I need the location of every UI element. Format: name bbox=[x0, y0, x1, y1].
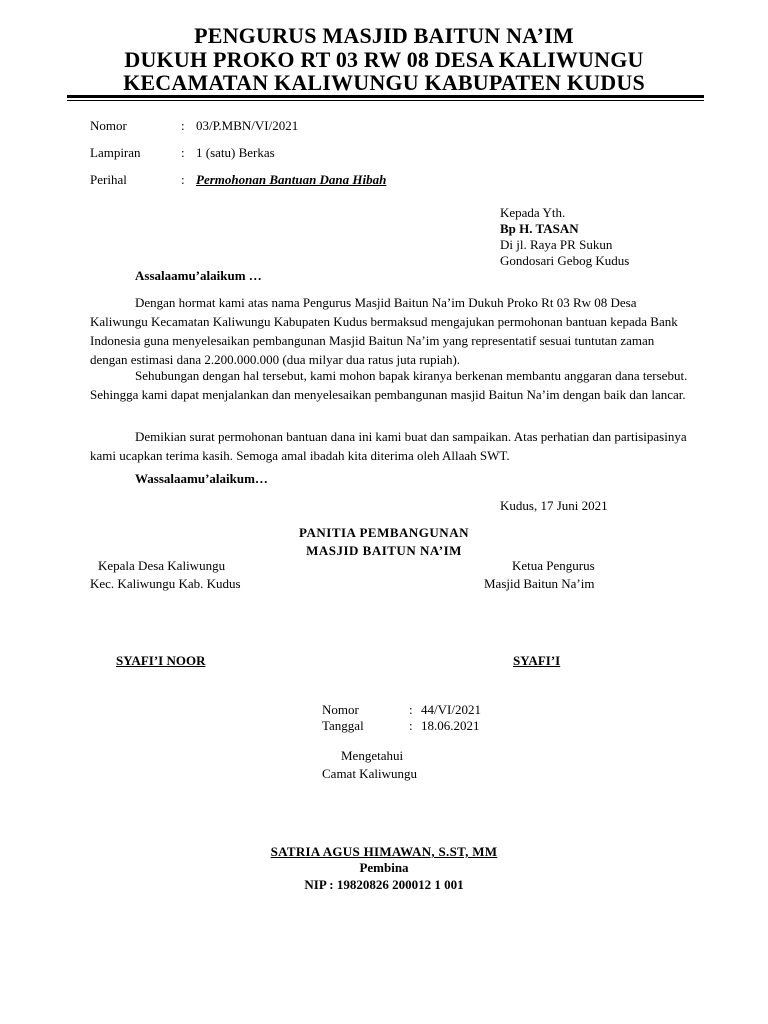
recipient-line-3: Di jl. Raya PR Sukun bbox=[500, 237, 613, 252]
committee-line-1: PANITIA PEMBANGUNAN bbox=[299, 525, 469, 540]
left-signatory-office: Kec. Kaliwungu Kab. Kudus bbox=[90, 576, 241, 591]
registration-nomor-label: Nomor bbox=[322, 702, 359, 717]
left-signatory-name: SYAFI’I NOOR bbox=[116, 653, 206, 668]
patron-nip: NIP : 19820826 200012 1 001 bbox=[304, 877, 464, 892]
registration-nomor-value: 44/VI/2021 bbox=[421, 702, 481, 717]
registration-tanggal-colon: : bbox=[409, 718, 413, 733]
nomor-label: Nomor bbox=[90, 118, 127, 133]
lampiran-value: 1 (satu) Berkas bbox=[196, 145, 275, 160]
acknowledgement-line-1: Mengetahui bbox=[341, 748, 404, 763]
nomor-colon: : bbox=[181, 118, 185, 133]
closing: Wassalaamu’alaikum… bbox=[135, 471, 268, 486]
recipient-name: Bp H. TASAN bbox=[500, 221, 579, 236]
left-signatory-title: Kepala Desa Kaliwungu bbox=[98, 558, 226, 573]
letterhead-line-1: PENGURUS MASJID BAITUN NA’IM bbox=[194, 23, 574, 48]
paragraph-2 bbox=[90, 366, 690, 404]
lampiran-colon: : bbox=[181, 145, 185, 160]
right-signatory-title: Ketua Pengurus bbox=[512, 558, 595, 573]
committee-line-2: MASJID BAITUN NA’IM bbox=[306, 543, 462, 558]
paragraph-2-text: Sehubungan dengan hal tersebut, kami mohon bapak kiranya berkenan membantu anggaran dana tersebut. Sehingga kami dapat menjalankan dan menyelesaikan pembangunan masjid Baitun Na’im dengan baik dan lancar. bbox=[90, 368, 688, 402]
perihal-value: Permohonan Bantuan Dana Hibah bbox=[196, 172, 387, 187]
perihal-label: Perihal bbox=[90, 172, 127, 187]
right-signatory-office: Masjid Baitun Na’im bbox=[484, 576, 595, 591]
perihal-colon: : bbox=[181, 172, 185, 187]
recipient-line-1: Kepada Yth. bbox=[500, 205, 566, 220]
greeting: Assalaamu’alaikum … bbox=[135, 268, 262, 283]
date-place: Kudus, 17 Juni 2021 bbox=[500, 498, 608, 513]
paragraph-1-text: Dengan hormat kami atas nama Pengurus Masjid Baitun Na’im Dukuh Proko Rt 03 Rw 08 Desa Kaliwungu Kecamatan Kaliwungu Kabupaten Kudus bermaksud mengajukan permohonan bantuan kepada Bank Indonesia guna menyelesaikan pembangunan Masjid Baitun Na’im yang representatif sesuai tuntutan zaman dengan estimasi dana 2.200.000.000 (dua milyar dua ratus juta rupiah). bbox=[90, 295, 678, 367]
registration-tanggal-value: 18.06.2021 bbox=[421, 718, 480, 733]
nomor-value: 03/P.MBN/VI/2021 bbox=[196, 118, 299, 133]
paragraph-3-text: Demikian surat permohonan bantuan dana ini kami buat dan sampaikan. Atas perhatian dan partisipasinya kami ucapkan terima kasih. Semoga amal ibadah kita diterima oleh Allaah SWT. bbox=[90, 429, 687, 463]
right-signatory-name: SYAFI’I bbox=[513, 653, 561, 668]
letterhead-line-3: KECAMATAN KALIWUNGU KABUPATEN KUDUS bbox=[123, 70, 645, 95]
registration-nomor-colon: : bbox=[409, 702, 413, 717]
letterhead-rule-thin bbox=[67, 100, 704, 101]
registration-tanggal-label: Tanggal bbox=[322, 718, 364, 733]
letterhead-rule-thick bbox=[67, 95, 704, 98]
paragraph-1 bbox=[90, 293, 690, 369]
acknowledgement-line-2: Camat Kaliwungu bbox=[322, 766, 417, 781]
lampiran-label: Lampiran bbox=[90, 145, 141, 160]
recipient-line-4: Gondosari Gebog Kudus bbox=[500, 253, 630, 268]
paragraph-3 bbox=[90, 427, 690, 465]
patron-title: Pembina bbox=[359, 860, 409, 875]
patron-name: SATRIA AGUS HIMAWAN, S.ST, MM bbox=[270, 844, 498, 859]
letterhead-line-2: DUKUH PROKO RT 03 RW 08 DESA KALIWUNGU bbox=[124, 47, 644, 72]
